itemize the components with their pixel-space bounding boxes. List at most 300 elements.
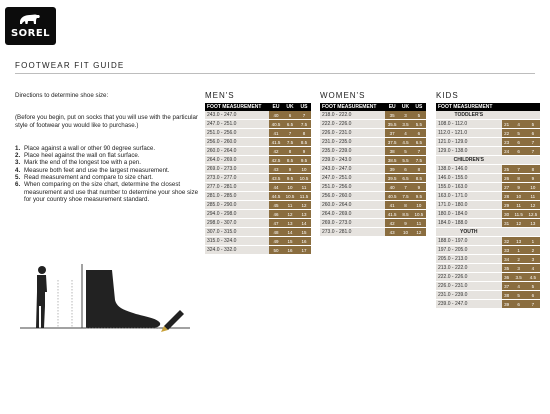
uk-size-cell: 5 bbox=[399, 147, 412, 156]
uk-size-cell: 8.5 bbox=[399, 210, 412, 219]
foot-measurement-cell: 155.0 - 163.0 bbox=[436, 183, 502, 192]
logo-wordmark: SOREL bbox=[10, 28, 51, 39]
foot-measurement-cell: 260.0 - 264.0 bbox=[320, 201, 385, 210]
directions-heading: Directions to determine shoe size: bbox=[15, 92, 109, 99]
uk-size-cell: 13 bbox=[283, 219, 297, 228]
uk-size-cell: 11.5 bbox=[512, 210, 526, 219]
page-title: FOOTWEAR FIT GUIDE bbox=[15, 61, 125, 70]
polar-bear-icon bbox=[18, 12, 42, 26]
kids-group-filler bbox=[502, 156, 512, 165]
eu-size-cell: 26 bbox=[502, 174, 512, 183]
eu-size-cell: 21 bbox=[502, 120, 512, 129]
size-row bbox=[436, 264, 540, 273]
us-size-cell: 12 bbox=[526, 201, 540, 210]
foot-measurement-cell: 188.0 - 197.0 bbox=[436, 237, 502, 246]
foot-measurement-cell: 112.0 - 121.0 bbox=[436, 129, 502, 138]
uk-size-cell: 5 bbox=[512, 129, 526, 138]
eu-size-cell: 46 bbox=[269, 210, 283, 219]
size-row bbox=[436, 219, 540, 228]
size-row bbox=[205, 237, 311, 246]
uk-size-cell: 3.5 bbox=[512, 273, 526, 282]
uk-size-cell: 6.5 bbox=[283, 120, 297, 129]
us-size-cell: 7 bbox=[526, 147, 540, 156]
eu-size-cell: 27 bbox=[502, 183, 512, 192]
uk-size-cell: 8 bbox=[512, 174, 526, 183]
foot-icon bbox=[86, 270, 160, 328]
size-row bbox=[320, 228, 426, 237]
eu-size-cell: 41.5 bbox=[269, 138, 283, 147]
mens-size-table bbox=[205, 103, 311, 255]
direction-step bbox=[15, 152, 205, 159]
womens-header-uk: UK bbox=[399, 103, 412, 111]
size-row bbox=[436, 273, 540, 282]
size-row bbox=[436, 300, 540, 309]
us-size-cell: 12 bbox=[412, 228, 426, 237]
size-row bbox=[205, 183, 311, 192]
womens-header-foot: FOOT MEASUREMENT bbox=[320, 103, 385, 111]
eu-size-cell: 33 bbox=[502, 246, 512, 255]
us-size-cell: 6 bbox=[412, 129, 426, 138]
kids-group-label: CHILDREN'S bbox=[436, 156, 502, 165]
eu-size-cell: 39 bbox=[502, 300, 512, 309]
uk-size-cell: 10 bbox=[283, 183, 297, 192]
foot-measurement-cell: 146.0 - 155.0 bbox=[436, 174, 502, 183]
foot-measurement-cell: 285.0 - 290.0 bbox=[205, 201, 269, 210]
foot-measurement-cell: 247.0 - 251.0 bbox=[205, 120, 269, 129]
eu-size-cell: 36 bbox=[502, 273, 512, 282]
step-text: Read measurement and compare to size chart. bbox=[24, 174, 153, 182]
uk-size-cell: 6.5 bbox=[399, 174, 412, 183]
person-standing-icon bbox=[36, 266, 47, 328]
eu-size-cell: 44.5 bbox=[269, 192, 283, 201]
foot-measurement-cell: 264.0 - 269.0 bbox=[205, 156, 269, 165]
uk-size-cell: 4.5 bbox=[399, 138, 412, 147]
size-row bbox=[436, 174, 540, 183]
us-size-cell: 7.5 bbox=[412, 156, 426, 165]
foot-measurement-cell: 256.0 - 260.0 bbox=[205, 138, 269, 147]
eu-size-cell: 38.5 bbox=[385, 156, 399, 165]
us-size-cell: 7 bbox=[412, 147, 426, 156]
eu-size-cell: 50 bbox=[269, 246, 283, 255]
uk-size-cell: 7 bbox=[399, 183, 412, 192]
size-row bbox=[320, 174, 426, 183]
kids-group-row bbox=[436, 156, 540, 165]
womens-title: WOMEN'S bbox=[320, 91, 366, 100]
foot-measurement-cell: 231.0 - 239.0 bbox=[436, 291, 502, 300]
kids-group-filler bbox=[512, 156, 526, 165]
uk-size-cell: 6 bbox=[512, 138, 526, 147]
uk-size-cell: 8.5 bbox=[283, 156, 297, 165]
foot-measurement-cell: 251.0 - 256.0 bbox=[205, 129, 269, 138]
foot-measurement-cell: 273.0 - 281.0 bbox=[320, 228, 385, 237]
kids-group-row bbox=[436, 228, 540, 237]
eu-size-cell: 48 bbox=[269, 228, 283, 237]
uk-size-cell: 7 bbox=[283, 129, 297, 138]
eu-size-cell: 44 bbox=[269, 183, 283, 192]
kids-group-filler bbox=[512, 111, 526, 120]
foot-measurement-cell: 281.0 - 285.0 bbox=[205, 192, 269, 201]
eu-size-cell: 40 bbox=[269, 111, 283, 120]
foot-measurement-cell: 264.0 - 269.0 bbox=[320, 210, 385, 219]
eu-size-cell: 41 bbox=[385, 201, 399, 210]
kids-group-filler bbox=[512, 228, 526, 237]
uk-size-cell: 12 bbox=[512, 219, 526, 228]
womens-header-row bbox=[320, 103, 426, 111]
foot-measurement-cell: 138.0 - 146.0 bbox=[436, 165, 502, 174]
foot-measurement-cell: 251.0 - 256.0 bbox=[320, 183, 385, 192]
foot-measurement-cell: 222.0 - 226.0 bbox=[436, 273, 502, 282]
uk-size-cell: 3.5 bbox=[399, 120, 412, 129]
pen-icon bbox=[161, 310, 184, 332]
title-divider bbox=[15, 73, 535, 74]
step-text: Place heel against the wall on flat surface. bbox=[24, 152, 140, 160]
mens-header-row bbox=[205, 103, 311, 111]
kids-header-blank bbox=[502, 103, 512, 111]
us-size-cell: 13 bbox=[297, 210, 311, 219]
size-row bbox=[436, 138, 540, 147]
uk-size-cell: 12 bbox=[283, 210, 297, 219]
foot-measurement-cell: 213.0 - 222.0 bbox=[436, 264, 502, 273]
eu-size-cell: 42.5 bbox=[269, 156, 283, 165]
mens-header-foot: FOOT MEASUREMENT bbox=[205, 103, 269, 111]
uk-size-cell: 9.5 bbox=[283, 174, 297, 183]
foot-measurement-cell: 324.0 - 332.0 bbox=[205, 246, 269, 255]
uk-size-cell: 9 bbox=[399, 219, 412, 228]
uk-size-cell: 10 bbox=[512, 192, 526, 201]
size-row bbox=[205, 192, 311, 201]
eu-size-cell: 35 bbox=[385, 111, 399, 120]
kids-group-label: TODDLER'S bbox=[436, 111, 502, 120]
step-number: 5. bbox=[15, 174, 21, 182]
us-size-cell: 10.5 bbox=[412, 210, 426, 219]
eu-size-cell: 40.5 bbox=[385, 192, 399, 201]
uk-size-cell: 6 bbox=[512, 147, 526, 156]
direction-step bbox=[15, 174, 205, 181]
eu-size-cell: 35 bbox=[502, 264, 512, 273]
kids-header-row bbox=[436, 103, 540, 111]
eu-size-cell: 42 bbox=[269, 147, 283, 156]
kids-group-row bbox=[436, 111, 540, 120]
size-row bbox=[320, 156, 426, 165]
eu-size-cell: 40.5 bbox=[269, 120, 283, 129]
foot-measurement-cell: 180.0 - 184.0 bbox=[436, 210, 502, 219]
us-size-cell: 16 bbox=[297, 237, 311, 246]
uk-size-cell: 4 bbox=[512, 120, 526, 129]
foot-measurement-cell: 184.0 - 188.0 bbox=[436, 219, 502, 228]
size-row bbox=[320, 111, 426, 120]
size-row bbox=[436, 147, 540, 156]
size-row bbox=[436, 165, 540, 174]
foot-measurement-cell: 163.0 - 171.0 bbox=[436, 192, 502, 201]
us-size-cell: 15 bbox=[297, 228, 311, 237]
us-size-cell: 7.5 bbox=[297, 120, 311, 129]
eu-size-cell: 25 bbox=[502, 165, 512, 174]
foot-measurement-cell: 243.0 - 247.0 bbox=[205, 111, 269, 120]
size-row bbox=[320, 120, 426, 129]
uk-size-cell: 6 bbox=[399, 165, 412, 174]
uk-size-cell: 14 bbox=[283, 228, 297, 237]
womens-header-us: US bbox=[412, 103, 426, 111]
size-row bbox=[436, 291, 540, 300]
uk-size-cell: 7.5 bbox=[399, 192, 412, 201]
us-size-cell: 7 bbox=[526, 138, 540, 147]
mens-header-uk: UK bbox=[283, 103, 297, 111]
womens-size-table bbox=[320, 103, 426, 237]
size-row bbox=[205, 165, 311, 174]
us-size-cell: 8 bbox=[297, 129, 311, 138]
step-number: 2. bbox=[15, 152, 21, 160]
us-size-cell: 17 bbox=[297, 246, 311, 255]
us-size-cell: 10 bbox=[526, 183, 540, 192]
eu-size-cell: 32 bbox=[502, 237, 512, 246]
eu-size-cell: 30 bbox=[502, 210, 512, 219]
size-row bbox=[205, 120, 311, 129]
eu-size-cell: 39 bbox=[385, 165, 399, 174]
eu-size-cell: 38 bbox=[502, 291, 512, 300]
us-size-cell: 5 bbox=[412, 111, 426, 120]
us-size-cell: 8 bbox=[526, 165, 540, 174]
kids-group-filler bbox=[526, 156, 540, 165]
us-size-cell: 8.5 bbox=[412, 174, 426, 183]
direction-step bbox=[15, 145, 205, 152]
us-size-cell: 2 bbox=[526, 246, 540, 255]
uk-size-cell: 11 bbox=[283, 201, 297, 210]
step-text: When comparing on the size chart, determine the closest measurement and use that number to determine your shoe size for your country shoe measurement standard. bbox=[24, 181, 199, 203]
us-size-cell: 8 bbox=[412, 165, 426, 174]
step-number: 4. bbox=[15, 166, 21, 174]
eu-size-cell: 35.5 bbox=[385, 120, 399, 129]
size-row bbox=[205, 228, 311, 237]
step-text: Measure both feet and use the largest measurement. bbox=[24, 166, 170, 174]
us-size-cell: 14 bbox=[297, 219, 311, 228]
mens-header-us: US bbox=[297, 103, 311, 111]
kids-header-foot: FOOT MEASUREMENT bbox=[436, 103, 502, 111]
us-size-cell: 11 bbox=[526, 192, 540, 201]
uk-size-cell: 3 bbox=[512, 264, 526, 273]
size-row bbox=[436, 282, 540, 291]
uk-size-cell: 4 bbox=[399, 129, 412, 138]
foot-measurement-cell: 226.0 - 231.0 bbox=[436, 282, 502, 291]
size-row bbox=[205, 156, 311, 165]
uk-size-cell: 5 bbox=[512, 291, 526, 300]
directions-intro: (Before you begin, put on socks that you will use with the particular style of footwear you would like to purchase.) bbox=[15, 114, 198, 129]
foot-measurement-cell: 121.0 - 129.0 bbox=[436, 138, 502, 147]
us-size-cell: 13 bbox=[526, 219, 540, 228]
foot-measurement-cell: 298.0 - 307.0 bbox=[205, 219, 269, 228]
uk-size-cell: 1 bbox=[512, 246, 526, 255]
kids-group-filler bbox=[502, 228, 512, 237]
foot-measurement-cell: 269.0 - 273.0 bbox=[205, 165, 269, 174]
size-row bbox=[320, 183, 426, 192]
foot-measurement-cell: 239.0 - 247.0 bbox=[436, 300, 502, 309]
size-row bbox=[205, 111, 311, 120]
us-size-cell: 9 bbox=[412, 183, 426, 192]
us-size-cell: 11 bbox=[412, 219, 426, 228]
us-size-cell: 6 bbox=[526, 291, 540, 300]
direction-step bbox=[15, 181, 205, 203]
foot-measurement-cell: 222.0 - 226.0 bbox=[320, 120, 385, 129]
foot-measurement-cell: 260.0 - 264.0 bbox=[205, 147, 269, 156]
size-row bbox=[205, 210, 311, 219]
us-size-cell: 7 bbox=[526, 300, 540, 309]
uk-size-cell: 10 bbox=[399, 228, 412, 237]
kids-header-blank bbox=[526, 103, 540, 111]
eu-size-cell: 22 bbox=[502, 129, 512, 138]
eu-size-cell: 49 bbox=[269, 237, 283, 246]
foot-measurement-cell: 197.0 - 205.0 bbox=[436, 246, 502, 255]
eu-size-cell: 45 bbox=[269, 201, 283, 210]
size-row bbox=[436, 201, 540, 210]
eu-size-cell: 41.5 bbox=[385, 210, 399, 219]
eu-size-cell: 42 bbox=[385, 219, 399, 228]
size-row bbox=[436, 246, 540, 255]
directions-steps bbox=[15, 145, 205, 203]
eu-size-cell: 39.5 bbox=[385, 174, 399, 183]
size-row bbox=[205, 201, 311, 210]
direction-step bbox=[15, 167, 205, 174]
foot-measurement-cell: 273.0 - 277.0 bbox=[205, 174, 269, 183]
us-size-cell: 10.5 bbox=[297, 174, 311, 183]
uk-size-cell: 8 bbox=[399, 201, 412, 210]
foot-measurement-cell: 243.0 - 247.0 bbox=[320, 165, 385, 174]
us-size-cell: 9 bbox=[297, 147, 311, 156]
uk-size-cell: 2 bbox=[512, 255, 526, 264]
eu-size-cell: 41 bbox=[269, 129, 283, 138]
size-row bbox=[205, 129, 311, 138]
us-size-cell: 5.5 bbox=[412, 120, 426, 129]
foot-measurement-cell: 218.0 - 222.0 bbox=[320, 111, 385, 120]
size-row bbox=[205, 219, 311, 228]
us-size-cell: 9.5 bbox=[412, 192, 426, 201]
us-size-cell: 9.5 bbox=[297, 156, 311, 165]
step-text: Mark the end of the longest toe with a pen. bbox=[24, 159, 141, 167]
directions-panel bbox=[15, 92, 205, 203]
direction-step bbox=[15, 159, 205, 166]
uk-size-cell: 9 bbox=[283, 165, 297, 174]
kids-group-filler bbox=[502, 111, 512, 120]
step-text: Place against a wall or other 90 degree surface. bbox=[24, 144, 156, 152]
foot-measurement-cell: 277.0 - 281.0 bbox=[205, 183, 269, 192]
size-row bbox=[436, 192, 540, 201]
foot-measurement-cell: 247.0 - 251.0 bbox=[320, 174, 385, 183]
size-row bbox=[320, 138, 426, 147]
eu-size-cell: 40 bbox=[385, 183, 399, 192]
eu-size-cell: 37 bbox=[385, 129, 399, 138]
eu-size-cell: 43.5 bbox=[269, 174, 283, 183]
uk-size-cell: 7.5 bbox=[283, 138, 297, 147]
eu-size-cell: 29 bbox=[502, 201, 512, 210]
size-row bbox=[205, 246, 311, 255]
uk-size-cell: 6 bbox=[512, 300, 526, 309]
eu-size-cell: 37 bbox=[502, 282, 512, 291]
us-size-cell: 11 bbox=[297, 183, 311, 192]
us-size-cell: 10 bbox=[297, 165, 311, 174]
uk-size-cell: 5.5 bbox=[399, 156, 412, 165]
uk-size-cell: 6 bbox=[283, 111, 297, 120]
foot-measurement-cell: 231.0 - 235.0 bbox=[320, 138, 385, 147]
size-row bbox=[205, 138, 311, 147]
uk-size-cell: 11 bbox=[512, 201, 526, 210]
sorel-logo bbox=[5, 7, 56, 45]
step-number: 1. bbox=[15, 144, 21, 152]
step-number: 3. bbox=[15, 159, 21, 167]
uk-size-cell: 3 bbox=[399, 111, 412, 120]
size-row bbox=[436, 129, 540, 138]
us-size-cell: 5 bbox=[526, 120, 540, 129]
eu-size-cell: 34 bbox=[502, 255, 512, 264]
size-row bbox=[436, 120, 540, 129]
size-row bbox=[436, 255, 540, 264]
eu-size-cell: 43 bbox=[385, 228, 399, 237]
foot-measurement-cell: 269.0 - 273.0 bbox=[320, 219, 385, 228]
foot-measurement-cell: 205.0 - 213.0 bbox=[436, 255, 502, 264]
foot-measurement-cell: 307.0 - 315.0 bbox=[205, 228, 269, 237]
us-size-cell: 9 bbox=[526, 174, 540, 183]
eu-size-cell: 24 bbox=[502, 147, 512, 156]
uk-size-cell: 4 bbox=[512, 282, 526, 291]
size-row bbox=[320, 147, 426, 156]
size-row bbox=[436, 210, 540, 219]
uk-size-cell: 10.5 bbox=[283, 192, 297, 201]
uk-size-cell: 8 bbox=[283, 147, 297, 156]
us-size-cell: 4.5 bbox=[526, 273, 540, 282]
eu-size-cell: 47 bbox=[269, 219, 283, 228]
size-row bbox=[205, 147, 311, 156]
size-row bbox=[320, 129, 426, 138]
size-row bbox=[320, 210, 426, 219]
us-size-cell: 4 bbox=[526, 264, 540, 273]
eu-size-cell: 31 bbox=[502, 219, 512, 228]
foot-measurement-cell: 226.0 - 231.0 bbox=[320, 129, 385, 138]
foot-measurement-cell: 129.0 - 138.0 bbox=[436, 147, 502, 156]
size-row bbox=[320, 219, 426, 228]
us-size-cell: 12.5 bbox=[526, 210, 540, 219]
kids-group-filler bbox=[526, 111, 540, 120]
us-size-cell: 1 bbox=[526, 237, 540, 246]
foot-measurement-cell: 315.0 - 324.0 bbox=[205, 237, 269, 246]
us-size-cell: 10 bbox=[412, 201, 426, 210]
size-row bbox=[320, 192, 426, 201]
foot-measurement-cell: 235.0 - 239.0 bbox=[320, 147, 385, 156]
mens-header-eu: EU bbox=[269, 103, 283, 111]
womens-header-eu: EU bbox=[385, 103, 399, 111]
us-size-cell: 5 bbox=[526, 282, 540, 291]
uk-size-cell: 7 bbox=[512, 165, 526, 174]
size-row bbox=[205, 174, 311, 183]
kids-title: KIDS bbox=[436, 91, 459, 100]
uk-size-cell: 13 bbox=[512, 237, 526, 246]
eu-size-cell: 37.5 bbox=[385, 138, 399, 147]
size-row bbox=[436, 183, 540, 192]
kids-group-label: YOUTH bbox=[436, 228, 502, 237]
us-size-cell: 6.5 bbox=[412, 138, 426, 147]
us-size-cell: 3 bbox=[526, 255, 540, 264]
us-size-cell: 7 bbox=[297, 111, 311, 120]
us-size-cell: 12 bbox=[297, 201, 311, 210]
eu-size-cell: 38 bbox=[385, 147, 399, 156]
kids-header-blank bbox=[512, 103, 526, 111]
eu-size-cell: 28 bbox=[502, 192, 512, 201]
foot-measurement-cell: 171.0 - 180.0 bbox=[436, 201, 502, 210]
foot-measure-illustration bbox=[20, 262, 190, 338]
step-number: 6. bbox=[15, 181, 21, 189]
foot-measurement-cell: 239.0 - 243.0 bbox=[320, 156, 385, 165]
mens-title: MEN'S bbox=[205, 91, 235, 100]
eu-size-cell: 23 bbox=[502, 138, 512, 147]
uk-size-cell: 16 bbox=[283, 246, 297, 255]
size-row bbox=[436, 237, 540, 246]
foot-measurement-cell: 256.0 - 260.0 bbox=[320, 192, 385, 201]
